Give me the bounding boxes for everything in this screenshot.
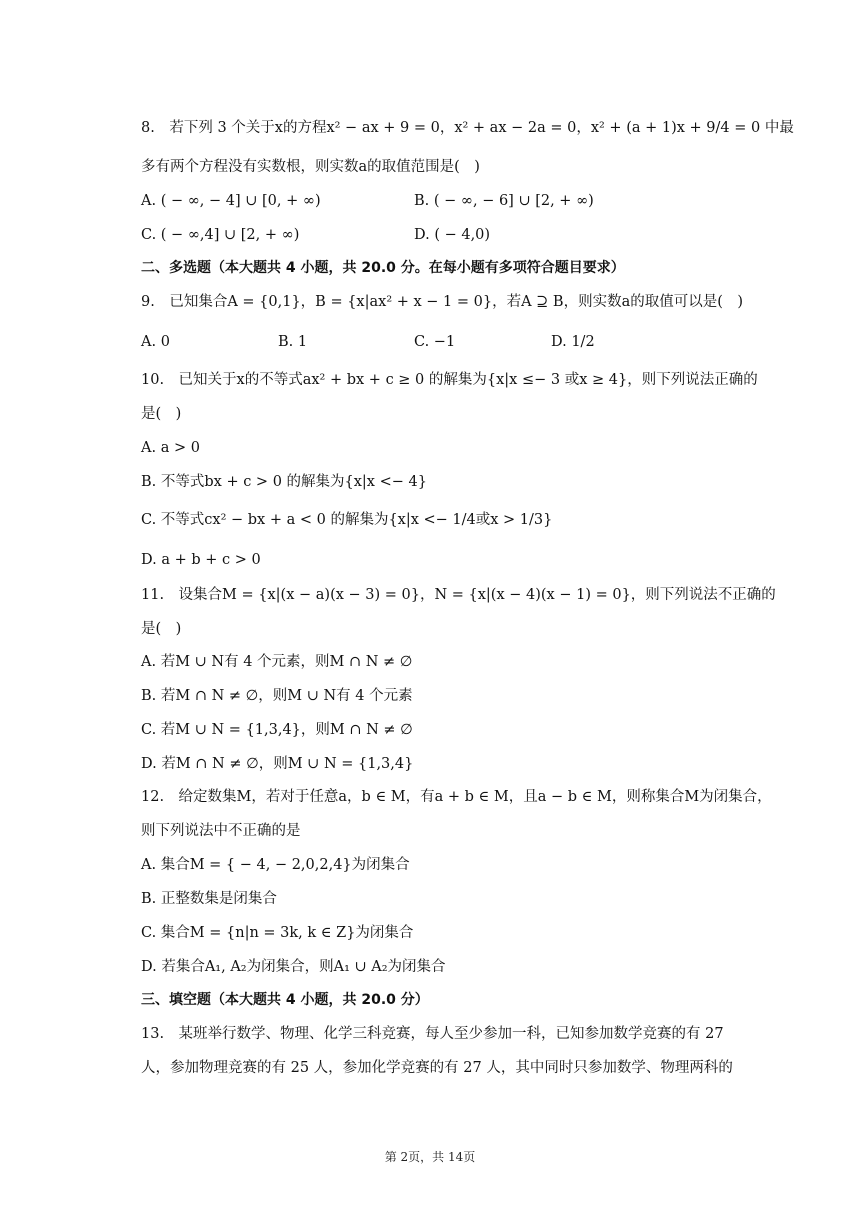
q10-option-a: A. a > 0 [141,440,200,456]
q12-option-b: B. 正整数集是闭集合 [141,891,277,907]
q12-line2: 则下列说法中不正确的是 [141,823,301,839]
q8-option-d: D. ( − 4,0) [414,227,491,243]
q9-option-d: D. 1/2 [551,334,595,350]
q12-option-a: A. 集合M = { − 4, − 2,0,2,4}为闭集合 [141,857,410,873]
section-heading-multiple-choice: 二、多选题（本大题共 4 小题，共 20.0 分。在每小题有多项符合题目要求） [141,260,625,276]
q11-line2: 是( ) [141,621,182,637]
q8-option-c: C. ( − ∞,4] ∪ [2, + ∞) [141,227,300,243]
q10-line2: 是( ) [141,406,182,422]
q10-option-c: C. 不等式cx² − bx + a < 0 的解集为{x|x <− 1/4或x > 1/3} [141,512,553,528]
q11-option-a: A. 若M ∪ N有 4 个元素，则M ∩ N ≠ ∅ [141,654,413,670]
q11-line1: 11. 设集合M = {x|(x − a)(x − 3) = 0}，N = {x|(x − 4)(x − 1) = 0}，则下列说法不正确的 [141,587,776,603]
q13-line2: 人，参加物理竞赛的有 25 人，参加化学竞赛的有 27 人，其中同时只参加数学、物理两科的 [141,1060,733,1076]
q8-option-a: A. ( − ∞, − 4] ∪ [0, + ∞) [141,193,321,209]
q12-option-c: C. 集合M = {n|n = 3k, k ∈ Z}为闭集合 [141,925,414,941]
q8-option-b: B. ( − ∞, − 6] ∪ [2, + ∞) [414,193,594,209]
q9-option-a: A. 0 [141,334,170,350]
q9-line1: 9. 已知集合A = {0,1}，B = {x|ax² + x − 1 = 0}，若A ⊇ B，则实数a的取值可以是( ) [141,294,744,310]
page-footer: 第 2页，共 14页 [384,1150,476,1164]
q11-option-d: D. 若M ∩ N ≠ ∅，则M ∪ N = {1,3,4} [141,756,414,772]
q12-option-d: D. 若集合A₁, A₂为闭集合，则A₁ ∪ A₂为闭集合 [141,959,446,975]
q12-line1: 12. 给定数集M，若对于任意a，b ∈ M，有a + b ∈ M，且a − b ∈ M，则称集合M为闭集合， [141,789,772,805]
section-heading-fill-in: 三、填空题（本大题共 4 小题，共 20.0 分） [141,992,429,1008]
q10-option-d: D. a + b + c > 0 [141,552,261,568]
q10-line1: 10. 已知关于x的不等式ax² + bx + c ≥ 0 的解集为{x|x ≤− 3 或x ≥ 4}，则下列说法正确的 [141,372,758,388]
q11-option-b: B. 若M ∩ N ≠ ∅，则M ∪ N有 4 个元素 [141,688,413,704]
q10-option-b: B. 不等式bx + c > 0 的解集为{x|x <− 4} [141,474,427,490]
q11-option-c: C. 若M ∪ N = {1,3,4}，则M ∩ N ≠ ∅ [141,722,413,738]
q9-option-b: B. 1 [278,334,308,350]
q13-line1: 13. 某班举行数学、物理、化学三科竞赛，每人至少参加一科，已知参加数学竞赛的有 27 [141,1026,724,1042]
q8-line2: 多有两个方程没有实数根，则实数a的取值范围是( ) [141,159,480,175]
q8-line1: 8. 若下列 3 个关于x的方程x² − ax + 9 = 0，x² + ax − 2a = 0，x² + (a + 1)x + 9/4 = 0 中最 [141,120,794,136]
q9-option-c: C. −1 [414,334,456,350]
